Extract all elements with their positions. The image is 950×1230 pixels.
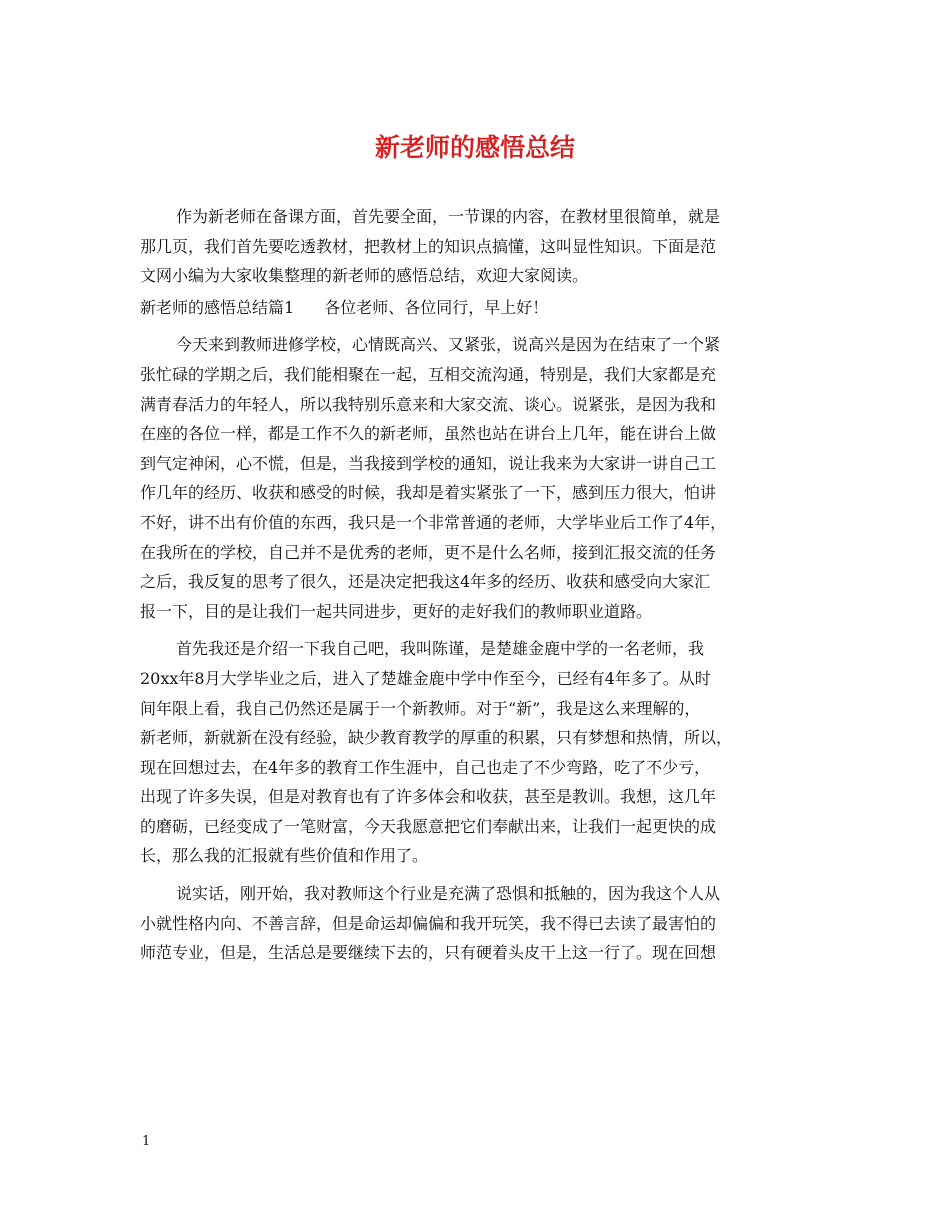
paragraph-line: 作几年的经历、收获和感受的时候，我却是着实紧张了一下，感到压力很大，怕讲: [140, 483, 717, 503]
paragraph-line: 不好，讲不出有价值的东西，我只是一个非常普通的老师，大学毕业后工作了4年，: [140, 512, 727, 532]
section-greeting: 各位老师、各位同行，早上好！: [324, 297, 549, 317]
paragraph-line: 长，那么我的汇报就有些价值和作用了。: [140, 846, 429, 866]
paragraph-line: 今天来到教师进修学校，心情既高兴、又紧张，说高兴是因为在结束了一个紧: [176, 335, 721, 355]
intro-line: 文网小编为大家收集整理的新老师的感悟总结，欢迎大家阅读。: [140, 266, 589, 286]
paragraph-line: 在座的各位一样，都是工作不久的新老师，虽然也站在讲台上几年，能在讲台上做: [140, 424, 717, 444]
paragraph-line: 张忙碌的学期之后，我们能相聚在一起，互相交流沟通，特别是，我们大家都是充: [140, 364, 717, 384]
paragraph-line: 现在回想过去，在4年多的教育工作生涯中，自己也走了不少弯路，吃了不少亏，: [140, 757, 711, 777]
paragraph-line: 出现了许多失误，但是对教育也有了许多体会和收获，甚至是教训。我想，这几年: [140, 787, 717, 807]
paragraph-line: 首先我还是介绍一下我自己吧，我叫陈谨，是楚雄金鹿中学的一名老师，我: [176, 639, 705, 659]
intro-line: 那几页，我们首先要吃透教材，把教材上的知识点搞懂，这叫显性知识。下面是范: [140, 236, 717, 256]
paragraph-line: 到气定神闲，心不慌，但是，当我接到学校的通知，说让我来为大家讲一讲自己工: [140, 453, 717, 473]
paragraph-line: 小就性格内向、不善言辞，但是命运却偏偏和我开玩笑，我不得已去读了最害怕的: [140, 913, 717, 933]
paragraph-line: 师范专业，但是，生活总是要继续下去的，只有硬着头皮干上这一行了。现在回想: [140, 943, 717, 963]
paragraph-line: 的磨砺，已经变成了一笔财富，今天我愿意把它们奉献出来，让我们一起更快的成: [140, 816, 717, 836]
paragraph-line: 之后，我反复的思考了很久，还是决定把我这4年多的经历、收获和感受向大家汇: [140, 572, 711, 592]
document-body: [140, 202, 820, 968]
intro-paragraph: [140, 202, 820, 291]
page-number: 1: [142, 1134, 151, 1149]
paragraph-line: 在我所在的学校，自己并不是优秀的老师，更不是什么名师，接到汇报交流的任务: [140, 542, 717, 562]
section-heading: 新老师的感悟总结篇1: [140, 297, 295, 317]
paragraph-2: [140, 634, 820, 871]
paragraph-line: 新老师，新就新在没有经验，缺少教育教学的厚重的积累，只有梦想和热情，所以，: [140, 728, 733, 748]
section-heading-line: [140, 293, 820, 323]
paragraph-line: 间年限上看，我自己仍然还是属于一个新教师。对于“新”，我是这么来理解的，: [140, 698, 701, 718]
paragraph-line: 说实话，刚开始，我对教师这个行业是充满了恐惧和抵触的，因为我这个人从: [176, 884, 721, 904]
paragraph-3: [140, 879, 820, 968]
paragraph-line: 20xx年8月大学毕业之后，进入了楚雄金鹿中学中作至今，已经有4年多了。从时: [140, 668, 711, 688]
paragraph-1: [140, 330, 820, 626]
document-title: 新老师的感悟总结: [374, 133, 575, 162]
intro-line: 作为新老师在备课方面，首先要全面，一节课的内容，在教材里很简单，就是: [176, 207, 721, 226]
paragraph-line: 满青春活力的年轻人，所以我特别乐意来和大家交流、谈心。说紧张，是因为我和: [140, 394, 717, 414]
paragraph-line: 报一下，目的是让我们一起共同进步，更好的走好我们的教师职业道路。: [140, 601, 653, 621]
